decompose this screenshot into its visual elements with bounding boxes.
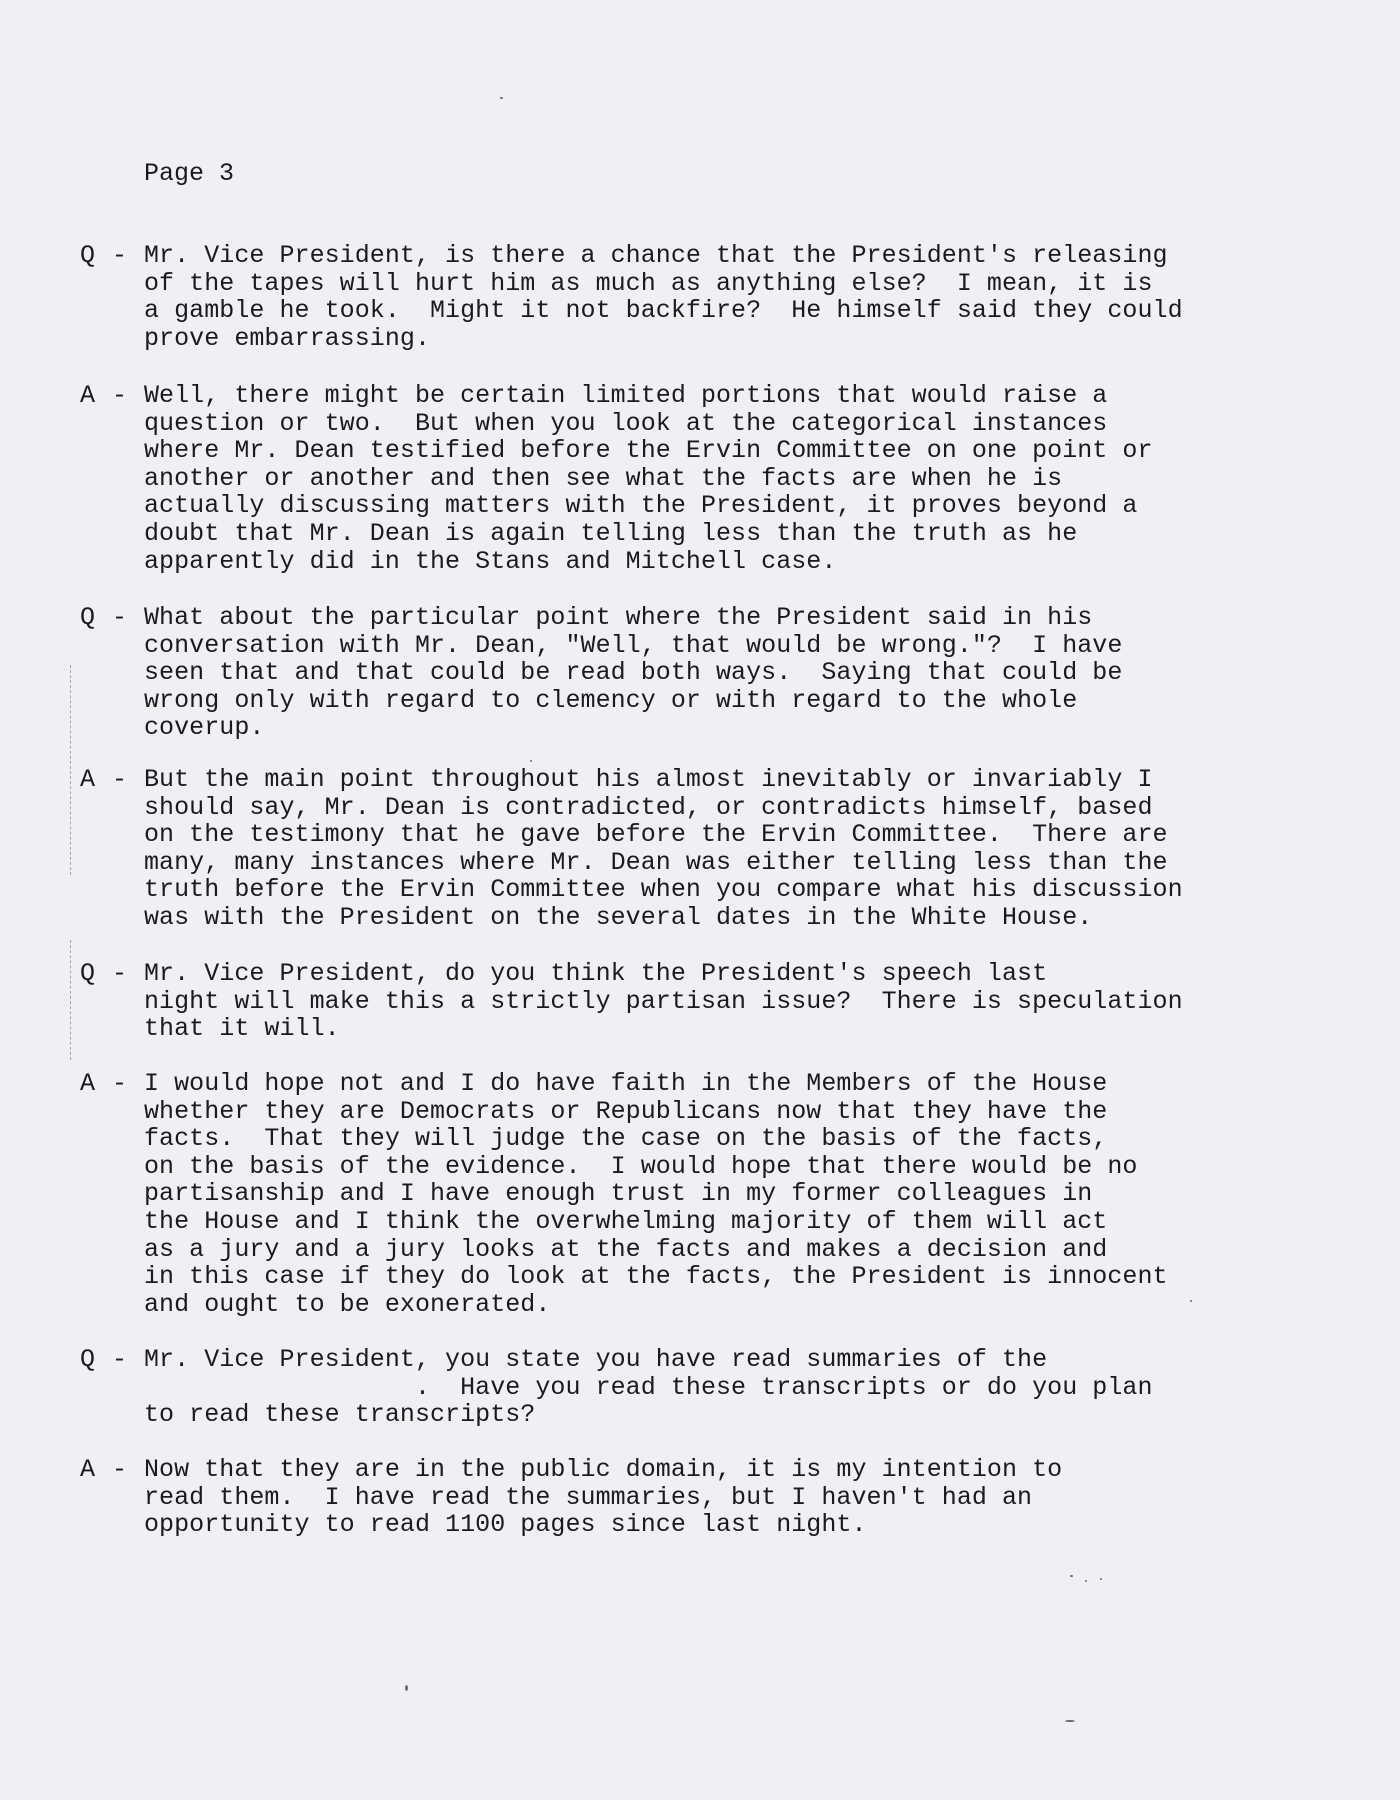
text-line: facts. That they will judge the case on the basis of the facts,	[144, 1124, 1108, 1154]
text-line: I would hope not and I do have faith in the Members of the House	[144, 1069, 1108, 1098]
text-line: Mr. Vice President, you state you have read summaries of the	[144, 1345, 1048, 1374]
scan-speck	[500, 97, 503, 99]
text-line: the House and I think the overwhelming majority of them will act	[144, 1206, 1108, 1236]
text-line: conversation with Mr. Dean, "Well, that would be wrong."? I have	[144, 630, 1123, 660]
text-line: But the main point throughout his almost inevitably or invariably I	[144, 765, 1153, 794]
entry-text	[144, 1456, 1062, 1539]
text-line: partisanship and I have enough trust in my former colleagues in	[144, 1179, 1093, 1209]
scan-speck	[1065, 1720, 1075, 1722]
speaker-marker: A	[80, 1069, 96, 1098]
text-line: many, many instances where Mr. Dean was either telling less than the	[144, 847, 1168, 877]
text-line: coverup.	[144, 713, 265, 743]
speaker-dash: -	[112, 1069, 128, 1098]
speaker-dash: -	[112, 1455, 128, 1484]
text-line: night will make this a strictly partisan issue? There is speculation	[144, 986, 1183, 1016]
entry-text	[144, 960, 1183, 1043]
speaker-marker: Q	[80, 603, 96, 632]
speaker-marker: A	[80, 381, 96, 410]
text-line: apparently did in the Stans and Mitchell case.	[144, 546, 837, 576]
text-line: seen that and that could be read both ways. Saying that could be	[144, 658, 1123, 688]
speaker-marker: A	[80, 765, 96, 794]
speaker-marker: Q	[80, 1345, 96, 1374]
text-line: of the tapes will hurt him as much as anything else? I mean, it is	[144, 268, 1153, 298]
text-line: wrong only with regard to clemency or with regard to the whole	[144, 685, 1078, 715]
scan-speck	[1190, 1300, 1192, 1302]
speaker-dash: -	[112, 241, 128, 270]
text-line: Mr. Vice President, do you think the President's speech last	[144, 959, 1048, 988]
text-line: Mr. Vice President, is there a chance that the President's releasing	[144, 241, 1168, 270]
scan-speck	[530, 760, 532, 762]
text-line: another or another and then see what the facts are when he is	[144, 463, 1063, 493]
speaker-dash: -	[112, 959, 128, 988]
text-line: whether they are Democrats or Republicans now that they have the	[144, 1096, 1108, 1126]
text-line: What about the particular point where the President said in his	[144, 603, 1093, 632]
speaker-dash: -	[112, 1345, 128, 1374]
text-line: question or two. But when you look at the categorical instances	[144, 408, 1108, 438]
margin-rule	[70, 940, 71, 1060]
margin-rule	[70, 665, 71, 875]
entry-text	[144, 242, 1183, 352]
speaker-marker: Q	[80, 241, 96, 270]
entry-text	[144, 604, 1122, 742]
text-line: that it will.	[144, 1014, 340, 1044]
text-line: as a jury and a jury looks at the facts and makes a decision and	[144, 1234, 1108, 1264]
text-line: where Mr. Dean testified before the Ervin Committee on one point or	[144, 436, 1153, 466]
text-line: was with the President on the several dates in the White House.	[144, 902, 1093, 932]
text-line: and ought to be exonerated.	[144, 1289, 551, 1319]
speaker-dash: -	[112, 603, 128, 632]
text-line: a gamble he took. Might it not backfire? He himself said they could	[144, 296, 1183, 326]
speaker-marker: A	[80, 1455, 96, 1484]
entry-text	[144, 382, 1153, 575]
text-line: opportunity to read 1100 pages since last night.	[144, 1510, 867, 1540]
speaker-dash: -	[112, 381, 128, 410]
scan-speck	[1070, 1575, 1073, 1577]
text-line: Now that they are in the public domain, it is my intention to	[144, 1455, 1063, 1484]
entry-text	[144, 1346, 1153, 1429]
text-line: . Have you read these transcripts or do you plan	[144, 1372, 1153, 1402]
text-line: truth before the Ervin Committee when you compare what his discussion	[144, 875, 1183, 905]
text-line: read them. I have read the summaries, but I haven't had an	[144, 1482, 1033, 1512]
speaker-dash: -	[112, 765, 128, 794]
text-line: to read these transcripts?	[144, 1400, 536, 1430]
page-number: Page 3	[144, 159, 235, 188]
text-line: actually discussing matters with the President, it proves beyond a	[144, 491, 1138, 521]
text-line: on the testimony that he gave before the Ervin Committee. There are	[144, 820, 1168, 850]
text-line: prove embarrassing.	[144, 323, 430, 353]
entry-text	[144, 1070, 1168, 1318]
entry-text	[144, 766, 1183, 932]
text-line: Well, there might be certain limited portions that would raise a	[144, 381, 1108, 410]
text-line: should say, Mr. Dean is contradicted, or contradicts himself, based	[144, 792, 1153, 822]
scan-speck	[1100, 1578, 1102, 1580]
text-line: on the basis of the evidence. I would hope that there would be no	[144, 1151, 1138, 1181]
speaker-marker: Q	[80, 959, 96, 988]
scan-speck	[1085, 1580, 1087, 1582]
scan-speck	[405, 1685, 408, 1691]
text-line: doubt that Mr. Dean is again telling less than the truth as he	[144, 518, 1078, 548]
text-line: in this case if they do look at the facts, the President is innocent	[144, 1262, 1168, 1292]
